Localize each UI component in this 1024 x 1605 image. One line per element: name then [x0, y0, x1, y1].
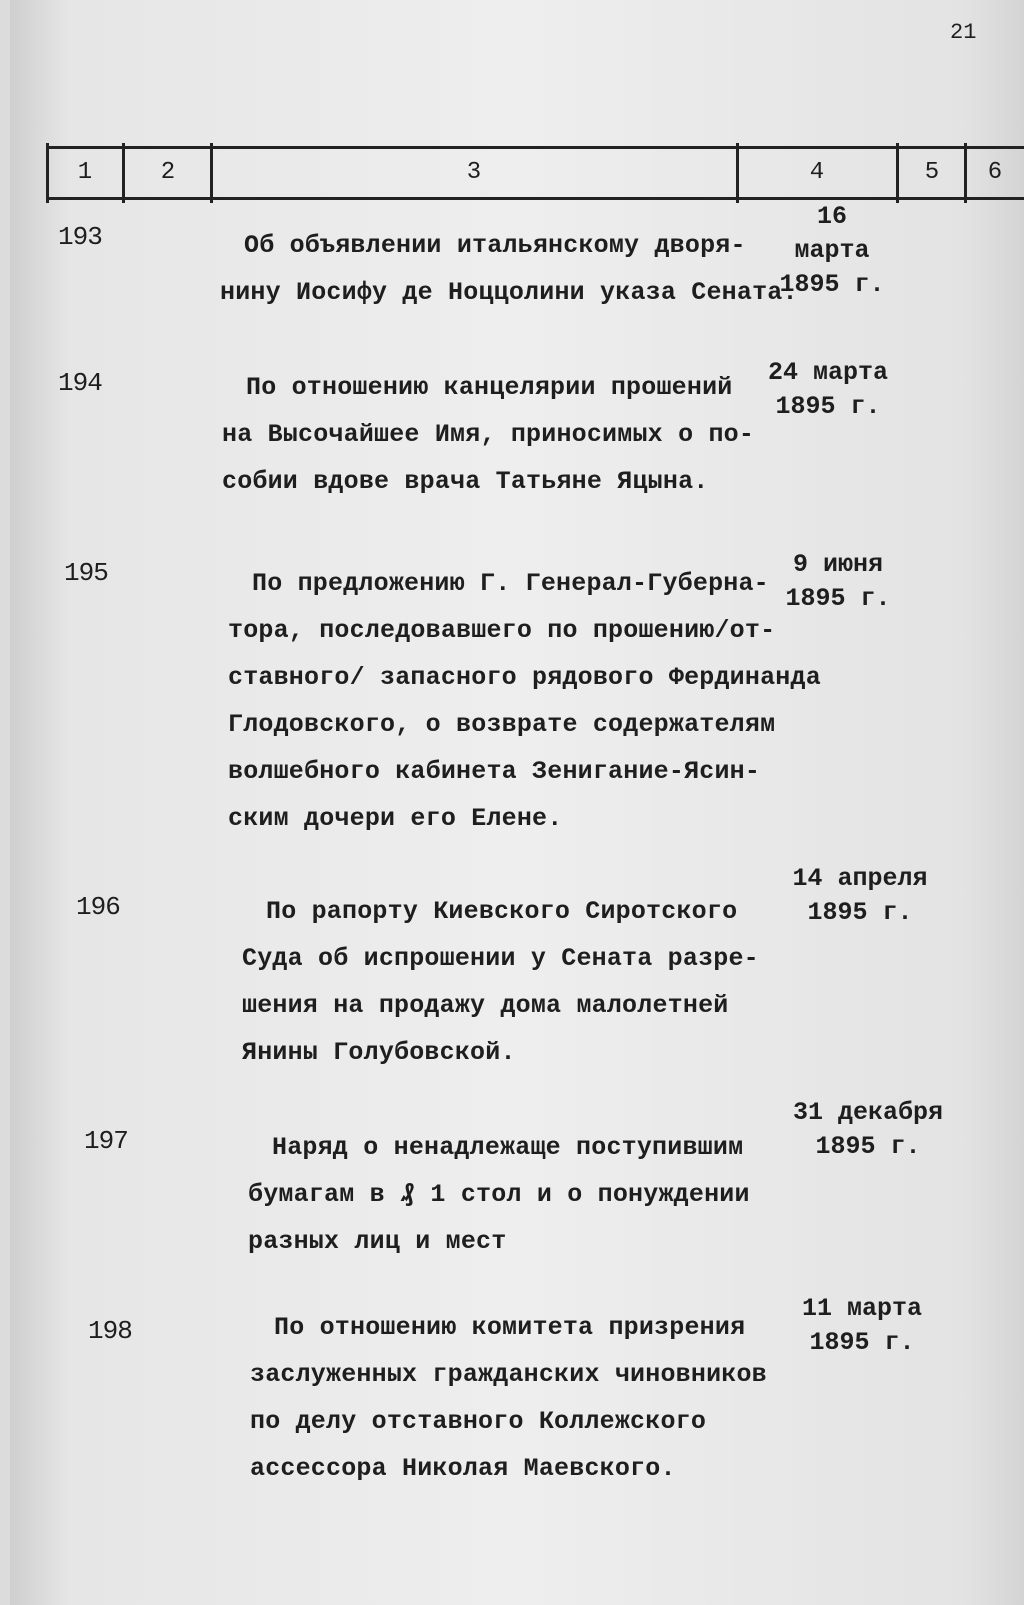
column-header-2: 2	[160, 159, 176, 186]
description-line: заслуженных гражданских чиновников	[250, 1360, 767, 1389]
entry-date	[752, 200, 912, 302]
date-line: 31 декабря	[792, 1098, 944, 1127]
column-separator	[122, 143, 125, 203]
description-line: По отношению комитета призрения	[274, 1313, 746, 1342]
description-line: нину Иосифу де Ноццолини указа Сената.	[220, 278, 798, 307]
column-separator	[210, 143, 213, 203]
date-line: 9 июня	[792, 550, 883, 579]
description-line: по делу отставного Коллежского	[250, 1407, 707, 1436]
entry-description	[220, 222, 798, 316]
description-line: Об объявлении итальянскому дворя-	[244, 231, 746, 260]
column-separator	[736, 143, 739, 203]
entry-number: 198	[88, 1316, 132, 1346]
entry-description	[228, 560, 821, 842]
document-page	[10, 0, 1024, 1605]
description-line: тора, последовавшего по прошению/от-	[228, 616, 776, 645]
column-header-5: 5	[924, 159, 940, 186]
description-line: Наряд о ненадлежаще поступившим	[272, 1133, 744, 1162]
column-header-6: 6	[987, 159, 1003, 186]
description-line: По отношению канцелярии прошений	[246, 373, 733, 402]
description-line: Янины Голубовской.	[242, 1038, 516, 1067]
description-line: волшебного кабинета Зенигание-Ясин-	[228, 757, 761, 786]
date-line: 14 апреля	[792, 864, 928, 893]
entry-description	[222, 364, 782, 505]
description-line: По предложению Г. Генерал-Губерна-	[252, 569, 769, 598]
date-line: 1895 г.	[807, 898, 913, 927]
description-line: шения на продажу дома малолетней	[242, 991, 729, 1020]
entry-number: 195	[64, 558, 108, 588]
date-line: 1895 г.	[775, 392, 881, 421]
description-line: ским дочери его Елене.	[228, 804, 563, 833]
page-number: 21	[950, 20, 977, 45]
description-line: на Высочайшее Имя, приносимых о по-	[222, 420, 755, 449]
description-line: Суда об испрошении у Сената разре-	[242, 944, 759, 973]
entry-date	[788, 1096, 948, 1164]
entry-number: 196	[76, 892, 120, 922]
table-header	[46, 146, 1024, 200]
entry-date	[748, 356, 908, 424]
date-line: 24 марта	[767, 358, 889, 387]
date-line: марта	[794, 236, 870, 265]
column-separator	[896, 143, 899, 203]
column-separator	[964, 143, 967, 203]
entry-date	[758, 548, 918, 616]
date-line: 1895 г.	[815, 1132, 921, 1161]
column-header-1: 1	[77, 159, 93, 186]
description-line: разных лиц и мест	[248, 1227, 507, 1256]
entry-number: 193	[58, 222, 102, 252]
description-line: Глодовского, о возврате содержателям	[228, 710, 776, 739]
entry-date	[780, 862, 940, 930]
date-line: 1895 г.	[779, 270, 885, 299]
column-separator	[46, 143, 49, 203]
column-header-3: 3	[466, 159, 482, 186]
description-line: собии вдове врача Татьяне Яцына.	[222, 467, 709, 496]
description-line: ассессора Николая Маевского.	[250, 1454, 676, 1483]
description-line: ставного/ запасного рядового Фердинанда	[228, 663, 821, 692]
entry-description	[250, 1304, 810, 1492]
date-line: 1895 г.	[785, 584, 891, 613]
date-line: 11 марта	[801, 1294, 923, 1323]
date-line: 16	[816, 202, 847, 231]
entry-date	[782, 1292, 942, 1360]
entry-description	[242, 888, 802, 1076]
date-line: 1895 г.	[809, 1328, 915, 1357]
entry-number: 197	[84, 1126, 128, 1156]
entry-description	[248, 1124, 808, 1265]
description-line: По рапорту Киевского Сиротского	[266, 897, 738, 926]
column-header-4: 4	[809, 159, 825, 186]
entry-number: 194	[58, 368, 102, 398]
description-line: бумагам в ₰ 1 стол и о понуждении	[248, 1180, 750, 1209]
